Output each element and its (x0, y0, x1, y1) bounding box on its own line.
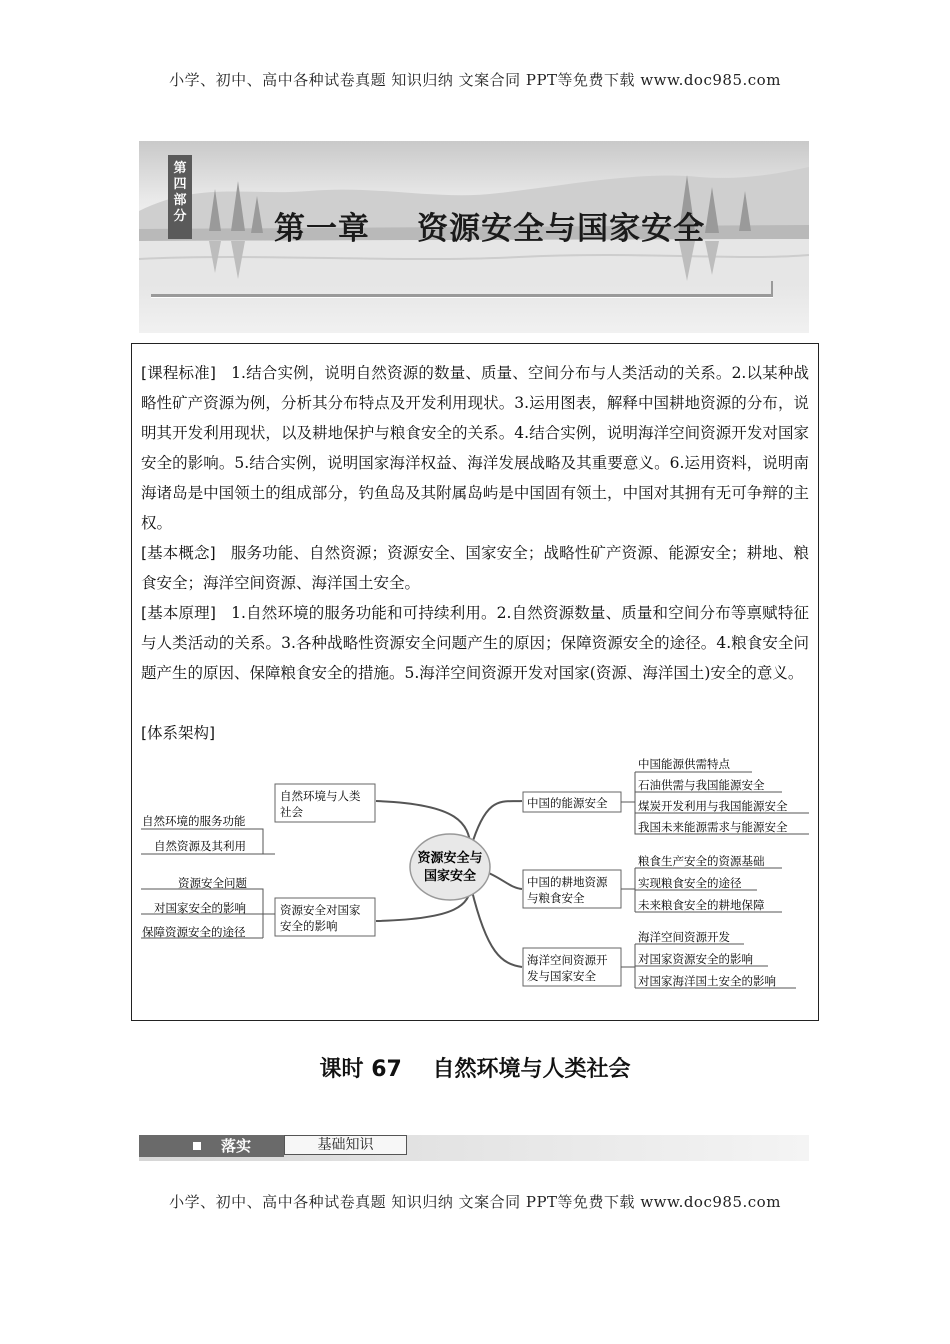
left-node-2-line-1: 资源安全对国家 (280, 903, 361, 917)
basic-concepts (141, 538, 809, 598)
section-bar (139, 1135, 809, 1161)
right-leaf: 实现粮食安全的途径 (638, 876, 742, 890)
right-node-3-line-1: 海洋空间资源开 (527, 953, 608, 967)
banner-divider (151, 294, 773, 297)
basic-principles (141, 598, 809, 688)
basic-principles-text: 1.自然环境的服务功能和可持续利用。2.自然资源数量、质量和空间分布等禀赋特征与人类活动的关系。3.各种战略性资源安全问题产生的原因；保障资源安全的途径。4.粮食安全问题产生的原因、保障粮食安全的措施。5.海洋空间资源开发对国家(资源、海洋国土)安全的意义。 (141, 604, 809, 682)
banner-divider-corner (771, 281, 773, 297)
chapter-title: 第一章 资源安全与国家安全 (274, 211, 706, 247)
lesson-title: 课时 67 自然环境与人类社会 (319, 1057, 631, 1082)
part-tag-char: 第 (173, 161, 187, 176)
right-leaf: 石油供需与我国能源安全 (638, 778, 765, 792)
left-leaf: 保障资源安全的途径 (142, 925, 246, 939)
basic-concepts-text: 服务功能、自然资源；资源安全、国家安全；战略性矿产资源、能源安全；耕地、粮食安全；海洋空间资源、海洋国土安全。 (141, 544, 809, 592)
right-leaf: 中国能源供需特点 (638, 757, 730, 771)
left-leaf: 资源安全问题 (178, 876, 247, 890)
mind-map (132, 744, 820, 1014)
section-primary-label: 落实 (221, 1137, 252, 1155)
course-standard (141, 358, 809, 538)
course-standard-label: [课程标准] (141, 364, 216, 382)
center-node (410, 834, 490, 900)
right-node-1-line-1: 中国的能源安全 (527, 796, 608, 810)
framework-label: [体系架构] (141, 724, 216, 742)
right-leaf: 煤炭开发利用与我国能源安全 (638, 799, 788, 813)
right-leaf: 对国家资源安全的影响 (638, 952, 753, 966)
part-tag-char: 分 (173, 209, 187, 224)
chapter-banner (139, 141, 809, 333)
page-header: 小学、初中、高中各种试卷真题 知识归纳 文案合同 PPT等免费下载 www.doc985.com (169, 71, 781, 89)
section-secondary-label: 基础知识 (284, 1135, 407, 1155)
overview-box (131, 343, 819, 1021)
basic-principles-label: [基本原理] (141, 604, 216, 622)
square-bullet-icon (193, 1142, 201, 1150)
page-footer: 小学、初中、高中各种试卷真题 知识归纳 文案合同 PPT等免费下载 www.doc985.com (169, 1193, 781, 1211)
left-node-1-line-2: 社会 (280, 805, 303, 819)
right-leaf: 我国未来能源需求与能源安全 (638, 820, 788, 834)
section-primary-tab (139, 1135, 284, 1157)
part-tag-char: 部 (173, 193, 187, 208)
part-tag (168, 155, 192, 239)
center-node-line-2: 国家安全 (423, 869, 477, 884)
right-node-2-line-2: 与粮食安全 (527, 891, 585, 905)
left-leaf: 自然环境的服务功能 (142, 814, 246, 828)
left-node-2-line-2: 安全的影响 (280, 919, 338, 933)
center-node-line-1: 资源安全与 (417, 851, 483, 866)
left-leaf: 自然资源及其利用 (154, 839, 246, 853)
basic-concepts-label: [基本概念] (141, 544, 216, 562)
right-node-3-line-2: 发与国家安全 (527, 969, 596, 983)
part-tag-char: 四 (173, 177, 187, 192)
right-leaf: 对国家海洋国土安全的影响 (638, 974, 776, 988)
right-leaf: 海洋空间资源开发 (638, 930, 730, 944)
center-right-link-1 (471, 801, 522, 847)
right-leaf: 未来粮食安全的耕地保障 (638, 898, 765, 912)
center-right-link-3 (471, 887, 522, 967)
right-leaf: 粮食生产安全的资源基础 (638, 854, 765, 868)
left-leaf: 对国家安全的影响 (154, 901, 246, 915)
right-node-2-line-1: 中国的耕地资源 (527, 875, 608, 889)
left-node-1-line-1: 自然环境与人类 (280, 789, 361, 803)
course-standard-text: 1.结合实例，说明自然资源的数量、质量、空间分布与人类活动的关系。2.以某种战略性矿产资源为例，分析其分布特点及开发利用现状。3.运用图表，解释中国耕地资源的分布，说明其开发利用现状，以及耕地保护与粮食安全的关系。4.结合实例，说明海洋空间资源开发对国家安全的影响。5.结合实例，说明国家海洋权益、海洋发展战略及其重要意义。6.运用资料，说明南海诸岛是中国领土的组成部分，钓鱼岛及其附属岛屿是中国固有领土，中国对其拥有无可争辩的主权。 (141, 364, 809, 532)
